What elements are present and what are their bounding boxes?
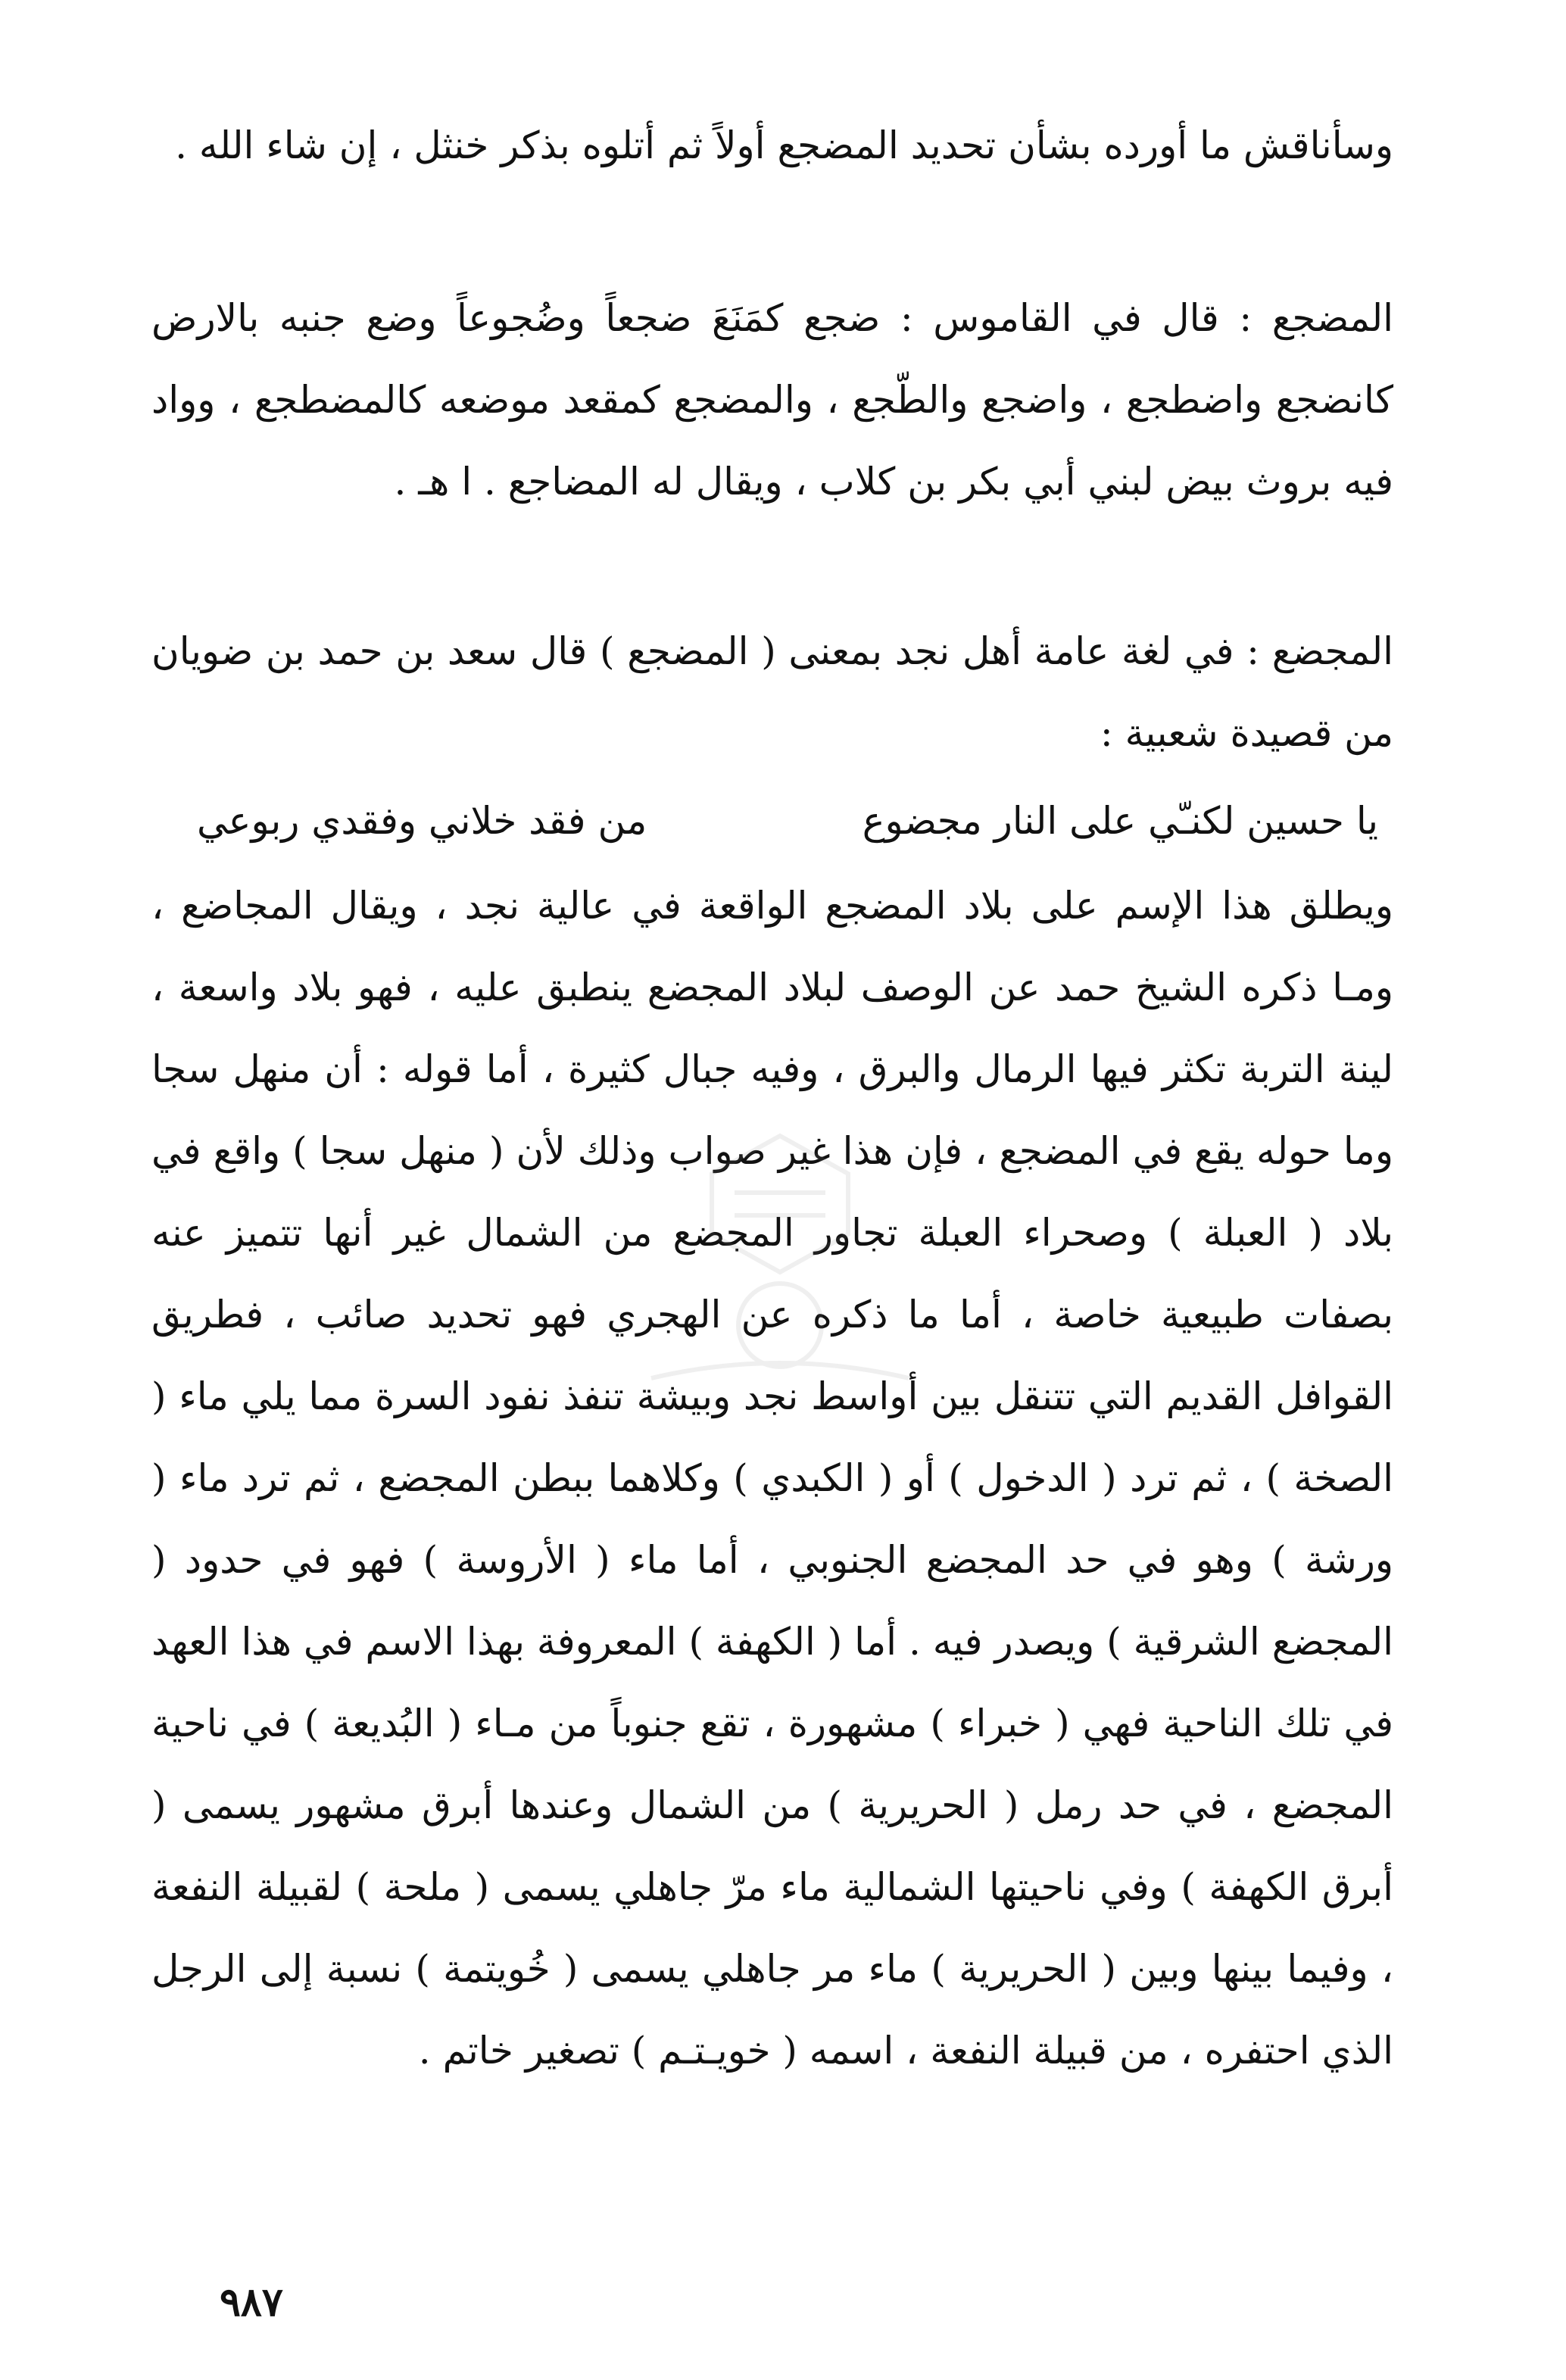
poem-verse xyxy=(197,780,1378,863)
page-number: ٩٨٧ xyxy=(220,2279,283,2325)
paragraph-qamus-text: المضجع : قال في القاموس : ضجع كمَنَعَ ضجعاً وضُجوعاً وضع جنبه بالارض كانضجع واضطجع ، واضجع والطّجع ، والمضجع كمقعد موضعه كالمضطجع ، وواد فيه بروث بيض لبني أبي بكر بن كلاب ، ويقال له المضاجع . ا هـ . xyxy=(151,296,1393,504)
verse-first-hemistich: يا حسين لكنـّي على النار مجضوع xyxy=(862,799,1378,843)
paragraph-qamus-definition xyxy=(151,277,1393,522)
paragraph-geography-text: ويطلق هذا الإسم على بلاد المضجع الواقعة في عالية نجد ، ويقال المجاضع ، ومـا ذكره الشيخ حمد عن الوصف لبلاد المجضع ينطبق عليه ، فهو بلاد واسعة ، لينة التربة تكثر فيها الرمال والبرق ، وفيه جبال كثيرة ، أما قوله : أن منهل سجا وما حوله يقع في المضجع ، فإن هذا غير صواب وذلك لأن ( منهل سجا ) واقع في بلاد ( العبلة ) وصحراء العبلة تجاور المجضع من الشمال غير أنها تتميز عنه بصفات طبيعية خاصة ، أما ما ذكره عن الهجري فهو تحديد صائب ، فطريق القوافل القديم التي تتنقل بين أواسط نجد وبيشة تنفذ نفود السرة مما يلي ماء ( الصخة ) ، ثم ترد ( الدخول ) أو ( الكبدي ) وكلاهما ببطن المجضع ، ثم ترد ماء ( ورشة ) وهو في حد المجضع الجنوبي ، أما ماء ( الأروسة ) فهو في حدود ( المجضع الشرقية ) ويصدر فيه . أما ( الكهفة ) المعروفة بهذا الاسم في هذا العهد في تلك الناحية فهي ( خبراء ) مشهورة ، تقع جنوباً من مـاء ( البُديعة ) في ناحية المجضع ، في حد رمل ( الحريرية ) من الشمال وعندها أبرق مشهور يسمى ( أبرق الكهفة ) وفي ناحيتها الشمالية ماء مرّ جاهلي يسمى ( ملحة ) لقبيلة النفعة ، وفيما بينها وبين ( الحريرية ) ماء مر جاهلي يسمى ( خُويتمة ) نسبة إلى الرجل الذي احتفره ، من قبيلة النفعة ، اسمه ( خويـتـم ) تصغير خاتم . xyxy=(151,884,1393,2073)
paragraph-geography xyxy=(151,865,1393,2091)
library-seal-watermark xyxy=(621,1121,939,1408)
paragraph-intro xyxy=(151,104,1393,186)
verse-second-hemistich: من فقد خلاني وفقدي ربوعي xyxy=(197,799,647,843)
paragraph-najd-dialect xyxy=(151,610,1393,774)
paragraph-intro-text: وسأناقش ما أورده بشأن تحديد المضجع أولاً ثم أتلوه بذكر خنثل ، إن شاء الله . xyxy=(175,123,1393,167)
paragraph-najd-text: المجضع : في لغة عامة أهل نجد بمعنى ( المضجع ) قال سعد بن حمد بن ضويان من قصيدة شعبية : xyxy=(151,629,1393,755)
